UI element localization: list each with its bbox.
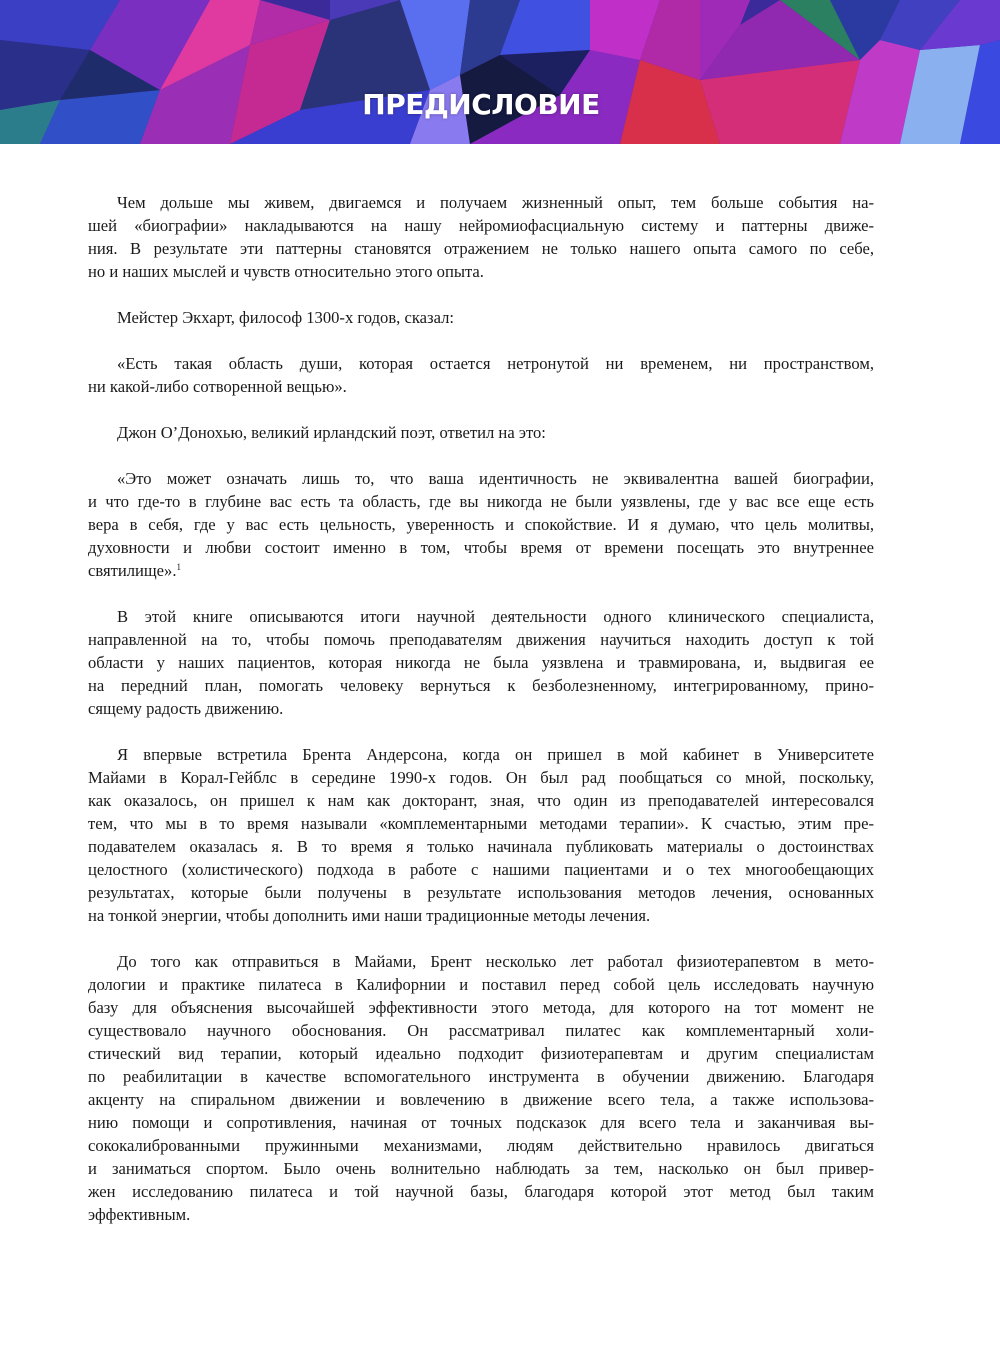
line-text: шей «биографии» накладываются на нашу нейромиофасциальную систему и паттерны движе- bbox=[88, 216, 874, 235]
text-line bbox=[88, 812, 874, 835]
line-text: и что где-то в глубине вас есть та область, где вы никогда не были уязвлены, где у вас все еще есть bbox=[88, 492, 874, 511]
line-text: Джон О’Донохью, великий ирландский поэт, ответил на это: bbox=[117, 423, 546, 442]
line-text: Мейстер Экхарт, философ 1300-х годов, сказал: bbox=[117, 308, 454, 327]
line-text: как оказалось, он пришел к нам как докторант, зная, что один из преподавателей интересовался bbox=[88, 791, 874, 810]
text-line bbox=[88, 950, 874, 973]
text-line bbox=[88, 214, 874, 237]
text-line bbox=[88, 237, 874, 260]
text-line bbox=[88, 1157, 874, 1180]
text-line bbox=[88, 605, 874, 628]
page-title: ПРЕДИСЛОВИЕ bbox=[362, 88, 600, 121]
text-line bbox=[88, 1065, 874, 1088]
text-line bbox=[88, 421, 874, 444]
text-line bbox=[88, 881, 874, 904]
text-line bbox=[88, 835, 874, 858]
paragraph bbox=[88, 191, 874, 283]
line-text: базу для объяснения высочайшей эффективности этого метода, для которого на тот момент не bbox=[88, 998, 874, 1017]
text-line bbox=[88, 260, 874, 283]
line-text: В этой книге описываются итоги научной деятельности одного клинического специалиста, bbox=[117, 607, 874, 626]
text-line bbox=[88, 789, 874, 812]
text-line bbox=[88, 1180, 874, 1203]
line-text: святилище». bbox=[88, 561, 177, 580]
line-text: Я впервые встретила Брента Андерсона, когда он пришел в мой кабинет в Университете bbox=[117, 745, 874, 764]
line-text: эффективным. bbox=[88, 1205, 191, 1224]
line-text: дологии и практике пилатеса в Калифорнии и поставил перед собой цель исследовать научную bbox=[88, 975, 874, 994]
line-text: но и наших мыслей и чувств относительно этого опыта. bbox=[88, 262, 484, 281]
text-line bbox=[88, 674, 874, 697]
paragraph bbox=[88, 306, 874, 329]
line-text: по реабилитации в качестве вспомогательного инструмента в обучении движению. Благодаря bbox=[88, 1067, 874, 1086]
line-text: «Это может означать лишь то, что ваша идентичность не эквивалентна вашей биографии, bbox=[117, 469, 874, 488]
line-text: результатах, которые были получены в результате использования методов лечения, основанных bbox=[88, 883, 874, 902]
text-line bbox=[88, 858, 874, 881]
text-line bbox=[88, 1019, 874, 1042]
line-text: тем, что мы в то время называли «комплементарными методами терапии». К счастью, этим пре- bbox=[88, 814, 874, 833]
text-line bbox=[88, 467, 874, 490]
text-line bbox=[88, 697, 874, 720]
text-line bbox=[88, 628, 874, 651]
text-line bbox=[88, 1042, 874, 1065]
line-text: нию помощи и сопротивления, начиная от точных подсказок для всего тела и заканчивая вы- bbox=[88, 1113, 874, 1132]
header-banner bbox=[0, 0, 1000, 144]
text-line bbox=[88, 536, 874, 559]
text-line bbox=[88, 1111, 874, 1134]
text-line bbox=[88, 1134, 874, 1157]
text-line bbox=[88, 743, 874, 766]
paragraph bbox=[88, 950, 874, 1226]
text-line bbox=[88, 651, 874, 674]
line-text: на тонкой энергии, чтобы дополнить ими наши традиционные методы лечения. bbox=[88, 906, 651, 925]
line-text: вера в себя, где у вас есть цельность, уверенность и спокойствие. И я думаю, что цель молитвы, bbox=[88, 515, 874, 534]
paragraph bbox=[88, 605, 874, 720]
paragraph bbox=[88, 467, 874, 582]
line-text: ни какой-либо сотворенной вещью». bbox=[88, 377, 347, 396]
document-body bbox=[88, 191, 874, 1249]
text-line bbox=[88, 904, 874, 927]
line-text: Майами в Корал-Гейблс в середине 1990-х годов. Он был рад пообщаться со мной, поскольку, bbox=[88, 768, 874, 787]
text-line bbox=[88, 766, 874, 789]
text-line bbox=[88, 352, 874, 375]
paragraph bbox=[88, 421, 874, 444]
text-line bbox=[88, 973, 874, 996]
text-line bbox=[88, 375, 874, 398]
text-line bbox=[88, 513, 874, 536]
line-text: на передний план, помогать человеку вернуться к безболезненному, интегрированному, прино- bbox=[88, 676, 874, 695]
text-line bbox=[88, 490, 874, 513]
line-text: сящему радость движению. bbox=[88, 699, 284, 718]
footnote-marker[interactable]: 1 bbox=[176, 562, 181, 572]
paragraph bbox=[88, 352, 874, 398]
line-text: существовало научного обоснования. Он рассматривал пилатес как комплементарный холи- bbox=[88, 1021, 874, 1040]
line-text: ния. В результате эти паттерны становятся отражением не только нашего опыта самого по себе, bbox=[88, 239, 874, 258]
text-line bbox=[88, 996, 874, 1019]
line-text: и заниматься спортом. Было очень волнительно наблюдать за тем, насколько он был привер- bbox=[88, 1159, 874, 1178]
line-text: направленной на то, чтобы помочь преподавателям движения научиться находить доступ к той bbox=[88, 630, 874, 649]
line-text: акценту на спиральном движении и вовлечению в движение всего тела, а также использова- bbox=[88, 1090, 874, 1109]
text-line bbox=[88, 1088, 874, 1111]
text-line bbox=[88, 559, 874, 582]
line-text: духовности и любви состоит именно в том, чтобы время от времени посещать это внутреннее bbox=[88, 538, 874, 557]
polygon-background bbox=[0, 0, 1000, 144]
line-text: сококалиброванными пружинными механизмами, людям действительно нравилось двигаться bbox=[88, 1136, 874, 1155]
text-line bbox=[88, 1203, 874, 1226]
text-line bbox=[88, 191, 874, 214]
line-text: стический вид терапии, который идеально подходит физиотерапевтам и другим специалистам bbox=[88, 1044, 874, 1063]
line-text: подавателем оказалась я. В то время я только начинала публиковать материалы о достоинствах bbox=[88, 837, 874, 856]
line-text: «Есть такая область души, которая остается нетронутой ни временем, ни пространством, bbox=[117, 354, 874, 373]
line-text: жен исследованию пилатеса и той научной базы, благодаря которой этот метод был таким bbox=[88, 1182, 874, 1201]
line-text: целостного (холистического) подхода в работе с нашими пациентами и о тех многообещающих bbox=[88, 860, 874, 879]
line-text: Чем дольше мы живем, двигаемся и получаем жизненный опыт, тем больше события на- bbox=[117, 193, 874, 212]
line-text: До того как отправиться в Майами, Брент несколько лет работал физиотерапевтом в мето- bbox=[117, 952, 874, 971]
paragraph bbox=[88, 743, 874, 927]
line-text: области у наших пациентов, которая никогда не была уязвлена и травмирована, и, выдвигая ее bbox=[88, 653, 874, 672]
text-line bbox=[88, 306, 874, 329]
